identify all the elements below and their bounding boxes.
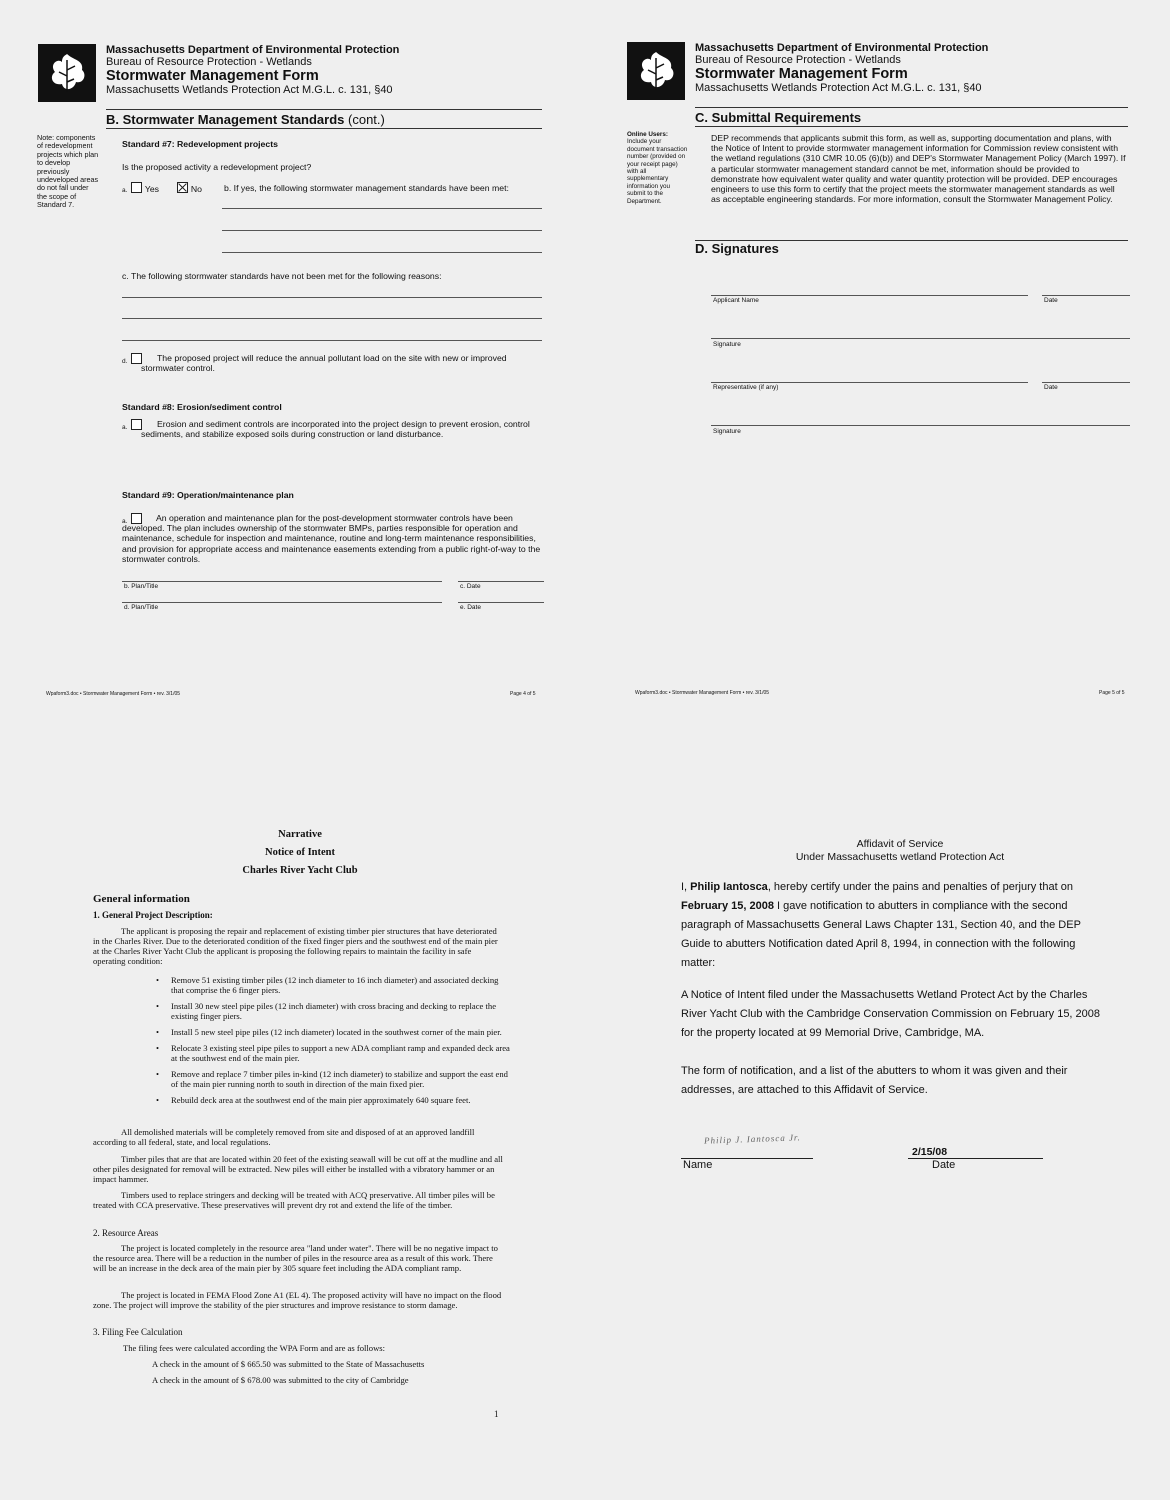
list-item [156, 1001, 510, 1021]
signature2-line[interactable] [711, 425, 1130, 426]
signature2-label: Signature [713, 428, 741, 435]
representative-label: Representative (if any) [713, 384, 779, 391]
date2-label: Date [1044, 384, 1058, 391]
bureau-name: Bureau of Resource Protection - Wetlands [695, 54, 901, 66]
narrative-title-block [100, 826, 500, 880]
bullet-icon: • [156, 975, 160, 985]
bullet-text: Relocate 3 existing steel pipe piles to support a new ADA compliant ramp and expanded deck area at the southwest end of the main pier. [171, 1043, 510, 1063]
p1-pre: I, [681, 881, 691, 893]
p1-post: I gave notification to abutters in compliance with the second paragraph of Massachusetts General Laws Chapter 131, Section 40, and the DEP Guide to abutters Notification dated April 8, 1994, in connection with the following matter: [681, 900, 1081, 969]
online-users-text: Include your document transaction number (provided on your receipt page) with all supplementary information you submit to the Department. [627, 138, 688, 205]
std8-text: Erosion and sediment controls are incorporated into the project design to prevent erosion, control sediments, and stabilize exposed soils during construction or land disturbance. [141, 419, 530, 440]
plan-d-line[interactable] [122, 602, 442, 603]
page4-footer-right: Page 4 of 5 [510, 691, 536, 697]
bullet-icon: • [156, 1027, 160, 1037]
b-line-2[interactable] [222, 230, 542, 231]
online-users-label: Online Users: [627, 131, 668, 138]
date2-line[interactable] [1042, 382, 1130, 383]
section-d-title: D. Signatures [695, 241, 779, 256]
section-b-title [106, 112, 385, 127]
c-line-3[interactable] [122, 340, 542, 341]
yes-checkbox[interactable] [131, 182, 142, 193]
bullet-icon: • [156, 1043, 160, 1053]
form-header-page5 [695, 42, 1135, 94]
item2-heading: 2. Resource Areas [93, 1228, 159, 1238]
c-line-1[interactable] [122, 297, 542, 298]
std7-question: Is the proposed activity a redevelopment project? [122, 162, 312, 172]
date1-line[interactable] [1042, 295, 1130, 296]
p1-mid: , hereby certify under the pains and penalties of perjury that on [767, 881, 1073, 893]
act-reference: Massachusetts Wetlands Protection Act M.G.L. c. 131, §40 [106, 84, 393, 96]
bullet-text: Install 30 new steel pipe piles (12 inch diameter) with cross bracing and decking to replace the existing finger piers. [171, 1001, 497, 1021]
page5-footer-left: Wpaform3.doc • Stormwater Management Form • rev. 3/1/05 [635, 690, 770, 696]
std8-a-label: a. [122, 424, 128, 431]
signature1-label: Signature [713, 341, 741, 348]
item1-heading: 1. General Project Description: [93, 910, 213, 920]
form-title: Stormwater Management Form [106, 68, 319, 84]
para-resource: The project is located completely in the resource area "land under water". There will be no negative impact to the resource area. There will be a reduction in the number of piles in the resource area as a result of this work. There will be an increase in the deck area of the main pier by 305 square feet including the ADA compliant ramp. [93, 1243, 498, 1273]
check-state: A check in the amount of $ 665.50 was submitted to the State of Massachusetts [152, 1359, 425, 1369]
para-fees: The filing fees were calculated according the WPA Form and are as follows: [123, 1343, 386, 1353]
yes-label: Yes [144, 184, 160, 194]
list-item [156, 1069, 510, 1089]
page4-footer-left: Wpaform3.doc • Stormwater Management Form • rev. 3/1/05 [46, 691, 181, 697]
bureau-name: Bureau of Resource Protection - Wetlands [106, 56, 312, 68]
name-label: Name [683, 1159, 713, 1171]
section-rule [106, 128, 542, 129]
b-line-3[interactable] [222, 252, 542, 253]
a-label: a. [122, 187, 128, 194]
std9-title: Standard #9: Operation/maintenance plan [122, 490, 294, 500]
no-label: No [190, 184, 202, 194]
date-label: Date [932, 1159, 956, 1171]
handwritten-signature: Philip J. Iantosca Jr. [703, 1132, 801, 1146]
bullet-icon: • [156, 1095, 160, 1105]
affidavit-para2: A Notice of Intent filed under the Massachusetts Wetland Protect Act by the Charles River Yacht Club with the Cambridge Conservation Commission on February 15, 2008 for the property located at 99 Memorial Drive, Cambridge, MA. [681, 989, 1101, 1039]
para-acq: Timbers used to replace stringers and decking will be treated with ACQ preservative. All timber piles will be treated with CCA preservative. These preservatives will prevent dry rot and extend the life of the timber. [93, 1190, 495, 1210]
narrative-page-number: 1 [494, 1409, 499, 1419]
section-c-rule [695, 126, 1128, 127]
narrative-club: Charles River Yacht Club [242, 865, 358, 876]
signature1-line[interactable] [711, 338, 1130, 339]
std7-answer-row [122, 182, 202, 196]
para-demolished: All demolished materials will be completely removed from site and disposed of at an approved landfill according to all federal, state, and local regulations. [93, 1127, 475, 1147]
para-fema: The project is located in FEMA Flood Zone A1 (EL 4). The proposed activity will have no impact on the flood zone. The project will improve the stability of the pier structures and improve resistance to storm damage. [93, 1290, 502, 1310]
std7-c-text: c. The following stormwater standards have not been met for the following reasons: [122, 271, 442, 281]
item3-heading: 3. Filing Fee Calculation [93, 1327, 183, 1337]
agency-name: Massachusetts Department of Environmental Protection [695, 42, 989, 54]
section-b-label: B. Stormwater Management Standards [106, 112, 345, 127]
agency-name: Massachusetts Department of Environmental Protection [106, 44, 400, 56]
section-c-title: C. Submittal Requirements [695, 110, 862, 125]
general-info-heading: General information [93, 893, 190, 905]
act-reference: Massachusetts Wetlands Protection Act M.G.L. c. 131, §40 [695, 82, 982, 94]
narrative-intro: The applicant is proposing the repair and replacement of existing timber pier structures that have deteriorated in the Charles River. Due to the deteriorated condition of the fixed finger piers and the southwest end of the main pier at the Charles River Yacht Club the applicant is proposing the following repairs to maintain the facility in safe operating condition: [93, 926, 498, 966]
date-e-line[interactable] [458, 602, 544, 603]
applicant-name-label: Applicant Name [713, 297, 759, 304]
bullet-text: Remove 51 existing timber piles (12 inch diameter to 16 inch diameter) and associated decking that comprise the 6 finger piers. [171, 975, 499, 995]
date1-label: Date [1044, 297, 1058, 304]
narrative-title: Narrative [278, 829, 322, 840]
dep-logo [38, 44, 96, 102]
online-users-sidebar [627, 131, 689, 205]
c-line-2[interactable] [122, 318, 542, 319]
list-item [156, 1095, 510, 1105]
bullet-text: Remove and replace 7 timber piles in-kind (12 inch diameter) to stabilize and support the east end of the main pier running north to south in direction of the main fixed pier. [171, 1069, 508, 1089]
affidavit-para1 [681, 878, 1101, 973]
note-sidebar: Note: components of redevelopment projects which plan to develop previously undeveloped areas do not fall under the scope of Standard 7. [37, 133, 99, 210]
affidavit-title: Affidavit of Service [856, 838, 944, 850]
d-label: d. [122, 358, 128, 365]
std9-text: An operation and maintenance plan for the post-development stormwater controls have been developed. The plan includes ownership of the stormwater BMPs, parties responsible for operation and maintenance, schedule for inspection and maintenance, routine and long-term maintenance responsibilities, and provision for appropriate access and maintenance easements extending from a public right-of-way to the stormwater controls. [122, 513, 541, 564]
std7-d-text: The proposed project will reduce the annual pollutant load on the site with new or improved stormwater control. [141, 353, 507, 374]
bullet-text: Install 5 new steel pipe piles (12 inch diameter) located in the southwest corner of the main pier. [171, 1027, 502, 1037]
bullet-icon: • [156, 1069, 160, 1079]
header-rule-page5 [695, 107, 1128, 108]
plan-b-line[interactable] [122, 581, 442, 582]
affidavit-title-block [700, 838, 1100, 864]
affidavit-para3: The form of notification, and a list of the abutters to whom it was given and their addresses, are attached to this Affidavit of Service. [681, 1065, 1068, 1096]
bullet-text: Rebuild deck area at the southwest end of the main pier approximately 640 square feet. [171, 1095, 471, 1105]
plan-b-label: b. Plan/Title [124, 583, 159, 590]
std8-title: Standard #8: Erosion/sediment control [122, 402, 282, 412]
std7-b-text: b. If yes, the following stormwater management standards have been met: [224, 183, 509, 193]
date-c-label: c. Date [460, 583, 481, 590]
dep-logo-page5 [627, 42, 685, 100]
applicant-name-line[interactable] [711, 295, 1028, 296]
b-line-1[interactable] [222, 208, 542, 209]
bullet-icon: • [156, 1001, 160, 1011]
std7-title: Standard #7: Redevelopment projects [122, 139, 278, 149]
section-b-suffix: (cont.) [348, 112, 385, 127]
check-city: A check in the amount of $ 678.00 was submitted to the city of Cambridge [152, 1375, 409, 1385]
affidavit-subtitle: Under Massachusetts wetland Protection Act [795, 851, 1005, 863]
narrative-subtitle: Notice of Intent [265, 847, 335, 858]
certifier-name: Philip Iantosca [690, 881, 768, 893]
plan-d-label: d. Plan/Title [124, 604, 159, 611]
header-rule [106, 109, 542, 110]
bullet-list [156, 975, 510, 1105]
submittal-text: DEP recommends that applicants submit this form, as well as, supporting documentation and plans, with the Notice of Intent to provide stormwater management information for Commission review consistent with the wetland regulations (310 CMR 10.05 (6)(b)) and DEP's Stormwater Management Policy (March 1997). If a particular stormwater management standard cannot be met, information should be provided to demonstrate how equivalent water quality and water quantity protection will be provided. DEP encourages engineers to use this form to certify that the project meets the stormwater management standards as well as acceptable engineering standards. For more information, consult the Stormwater Management Policy. [711, 133, 1126, 205]
page5-footer-right: Page 5 of 5 [1099, 690, 1125, 696]
std9-a-label: a. [122, 518, 128, 525]
date-c-line[interactable] [458, 581, 544, 582]
notification-date: February 15, 2008 [681, 900, 774, 912]
list-item [156, 975, 510, 995]
no-checkbox[interactable] [177, 182, 188, 193]
representative-line[interactable] [711, 382, 1028, 383]
para-timber: Timber piles that are that are located within 20 feet of the existing seawall will be cut off at the mudline and all other piles designated for removal will be extracted. New piles will either be installed with a vibratory hammer or an impact hammer. [93, 1154, 503, 1184]
form-header-page4 [106, 44, 546, 96]
list-item [156, 1043, 510, 1063]
date-line[interactable] [908, 1158, 1043, 1159]
date-e-label: e. Date [460, 604, 481, 611]
form-title: Stormwater Management Form [695, 66, 908, 82]
list-item [156, 1027, 510, 1037]
affidavit-date-value: 2/15/08 [912, 1146, 948, 1158]
